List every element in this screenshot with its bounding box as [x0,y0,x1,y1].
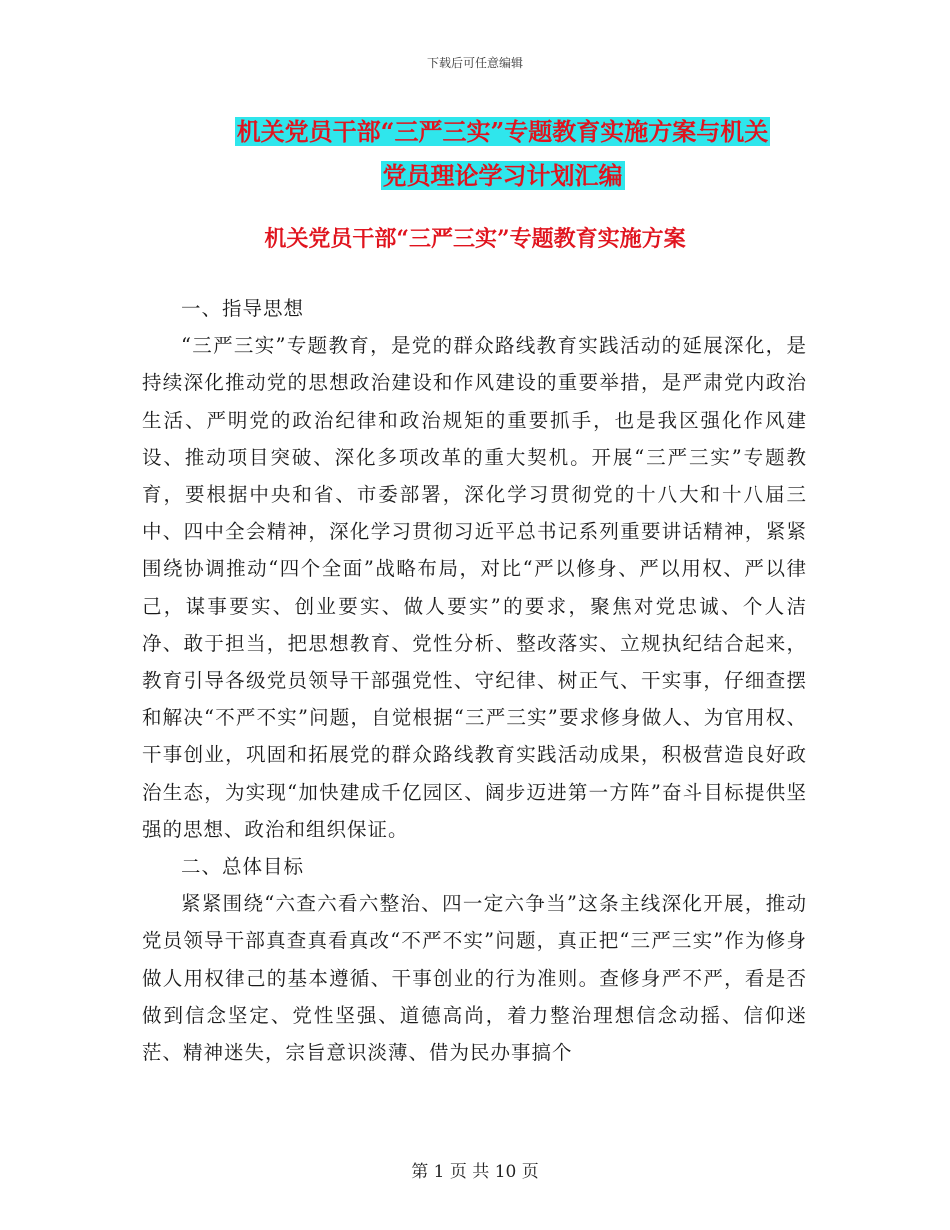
paragraph-guiding-ideology: “三严三实”专题教育，是党的群众路线教育实践活动的延展深化，是持续深化推动党的思想政治建设和作风建设的重要举措，是严肃党内政治生活、严明党的政治纪律和政治规矩的重要抓手，也是我区强化作风建设、推动项目突破、深化多项改革的重大契机。开展“三严三实”专题教育，要根据中央和省、市委部署，深化学习贯彻党的十八大和十八届三中、四中全会精神，深化学习贯彻习近平总书记系列重要讲话精神，紧紧围绕协调推动“四个全面”战略布局，对比“严以修身、严以用权、严以律己，谋事要实、创业要实、做人要实”的要求，聚焦对党忠诚、个人洁净、敢于担当，把思想教育、党性分析、整改落实、立规执纪结合起来，教育引导各级党员领导干部强党性、守纪律、树正气、干实事，仔细查摆和解决“不严不实”问题，自觉根据“三严三实”要求修身做人、为官用权、干事创业，巩固和拓展党的群众路线教育实践活动成果，积极营造良好政治生态，为实现“加快建成千亿园区、阔步迈进第一方阵”奋斗目标提供坚强的思想、政治和组织保证。 [142,334,807,841]
page-number-footer: 第 1 页 共 10 页 [411,1162,539,1182]
page-header-note: 下载后可任意编辑 [426,56,523,70]
main-title-line-2: 党员理论学习计划汇编 [382,161,623,190]
paragraph-overall-goal: 紧紧围绕“六查六看六整治、四一定六争当”这条主线深化开展，推动党员领导干部真查真看真改“不严不实”问题，真正把“三严三实”作为修身做人用权律己的基本遵循、干事创业的行为准则。查修身严不严，看是否做到信念坚定、党性坚强、道德高尚，着力整治理想信念动摇、信仰迷茫、精神迷失，宗旨意识淡薄、借为民办事搞个 [142,892,807,1065]
document-body [142,290,807,1071]
main-title-line-1: 机关党员干部“三严三实”专题教育实施方案与机关 [236,117,769,146]
section-heading-guiding-ideology: 一、指导思想 [181,297,305,320]
section-heading-overall-goal: 二、总体目标 [181,855,305,879]
document-sub-title: 机关党员干部“三严三实”专题教育实施方案 [264,226,686,252]
document-main-title [190,110,815,198]
